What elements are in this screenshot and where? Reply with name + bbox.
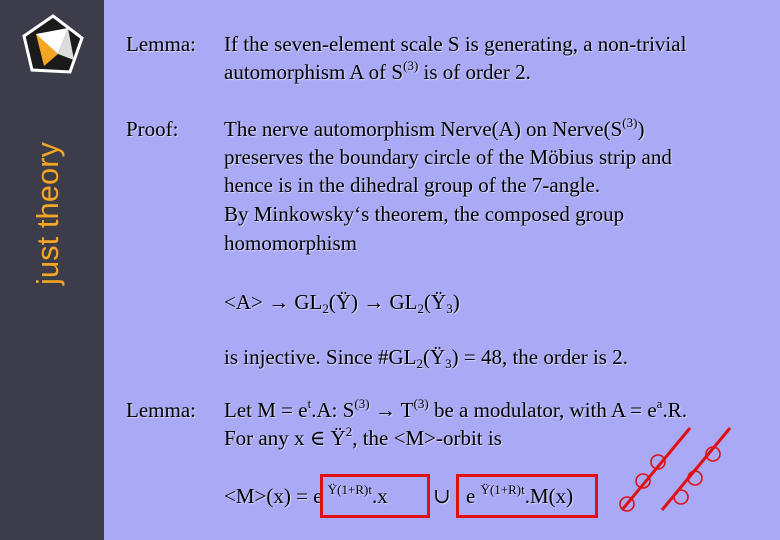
sidebar	[0, 0, 104, 540]
lemma2-line2: For any x ∈ $Ÿ^2$, the <M>-orbit is	[224, 424, 502, 450]
proof-line4: By Minkowsky‘s theorem, the composed group	[224, 202, 625, 226]
proof-line3: hence is in the dihedral group of the 7-angle.	[224, 173, 601, 197]
lemma1-label: Lemma:	[126, 32, 196, 56]
proof-line2: preserves the boundary circle of the Möbius strip and	[224, 145, 672, 169]
lemma1-line2: automorphism A of $S^{(3)}$ is of order 2.	[224, 58, 531, 84]
highlight-box-left	[320, 474, 430, 518]
proof-line5: homomorphism	[224, 231, 358, 255]
lemma2-label: Lemma:	[126, 398, 196, 422]
proof-line1: The nerve automorphism Nerve(A) on $Nerve(S^{(3)})$	[224, 115, 645, 141]
union-symbol: ∪	[433, 484, 451, 508]
lemma2-line1: Let $M = e^t.A$: $S^{(3)} \to T^{(3)}$ be a modulator, with $A = e^a.R$.	[224, 396, 687, 422]
highlight-box-right	[456, 474, 598, 518]
proof-label: Proof:	[126, 117, 179, 141]
injective-line: is injective. Since $\#GL_2(Ÿ_3) = 48$, the order is 2.	[224, 345, 628, 371]
vertical-title: just theory	[30, 141, 65, 285]
orbit-rhs: e $^{Ÿ(1+R)t}$.M(x)	[466, 482, 574, 508]
orbit-lhs: <M>(x) = e $^{Ÿ(1+R)t}$.x	[224, 482, 388, 508]
triangle-logo-icon	[18, 10, 88, 80]
formula-line: $<A> \to GL_2(Ÿ)$ → $GL_2(Ÿ_3)$	[224, 290, 460, 316]
lemma1-line1: If the seven-element scale S is generating, a non-trivial	[224, 32, 687, 56]
